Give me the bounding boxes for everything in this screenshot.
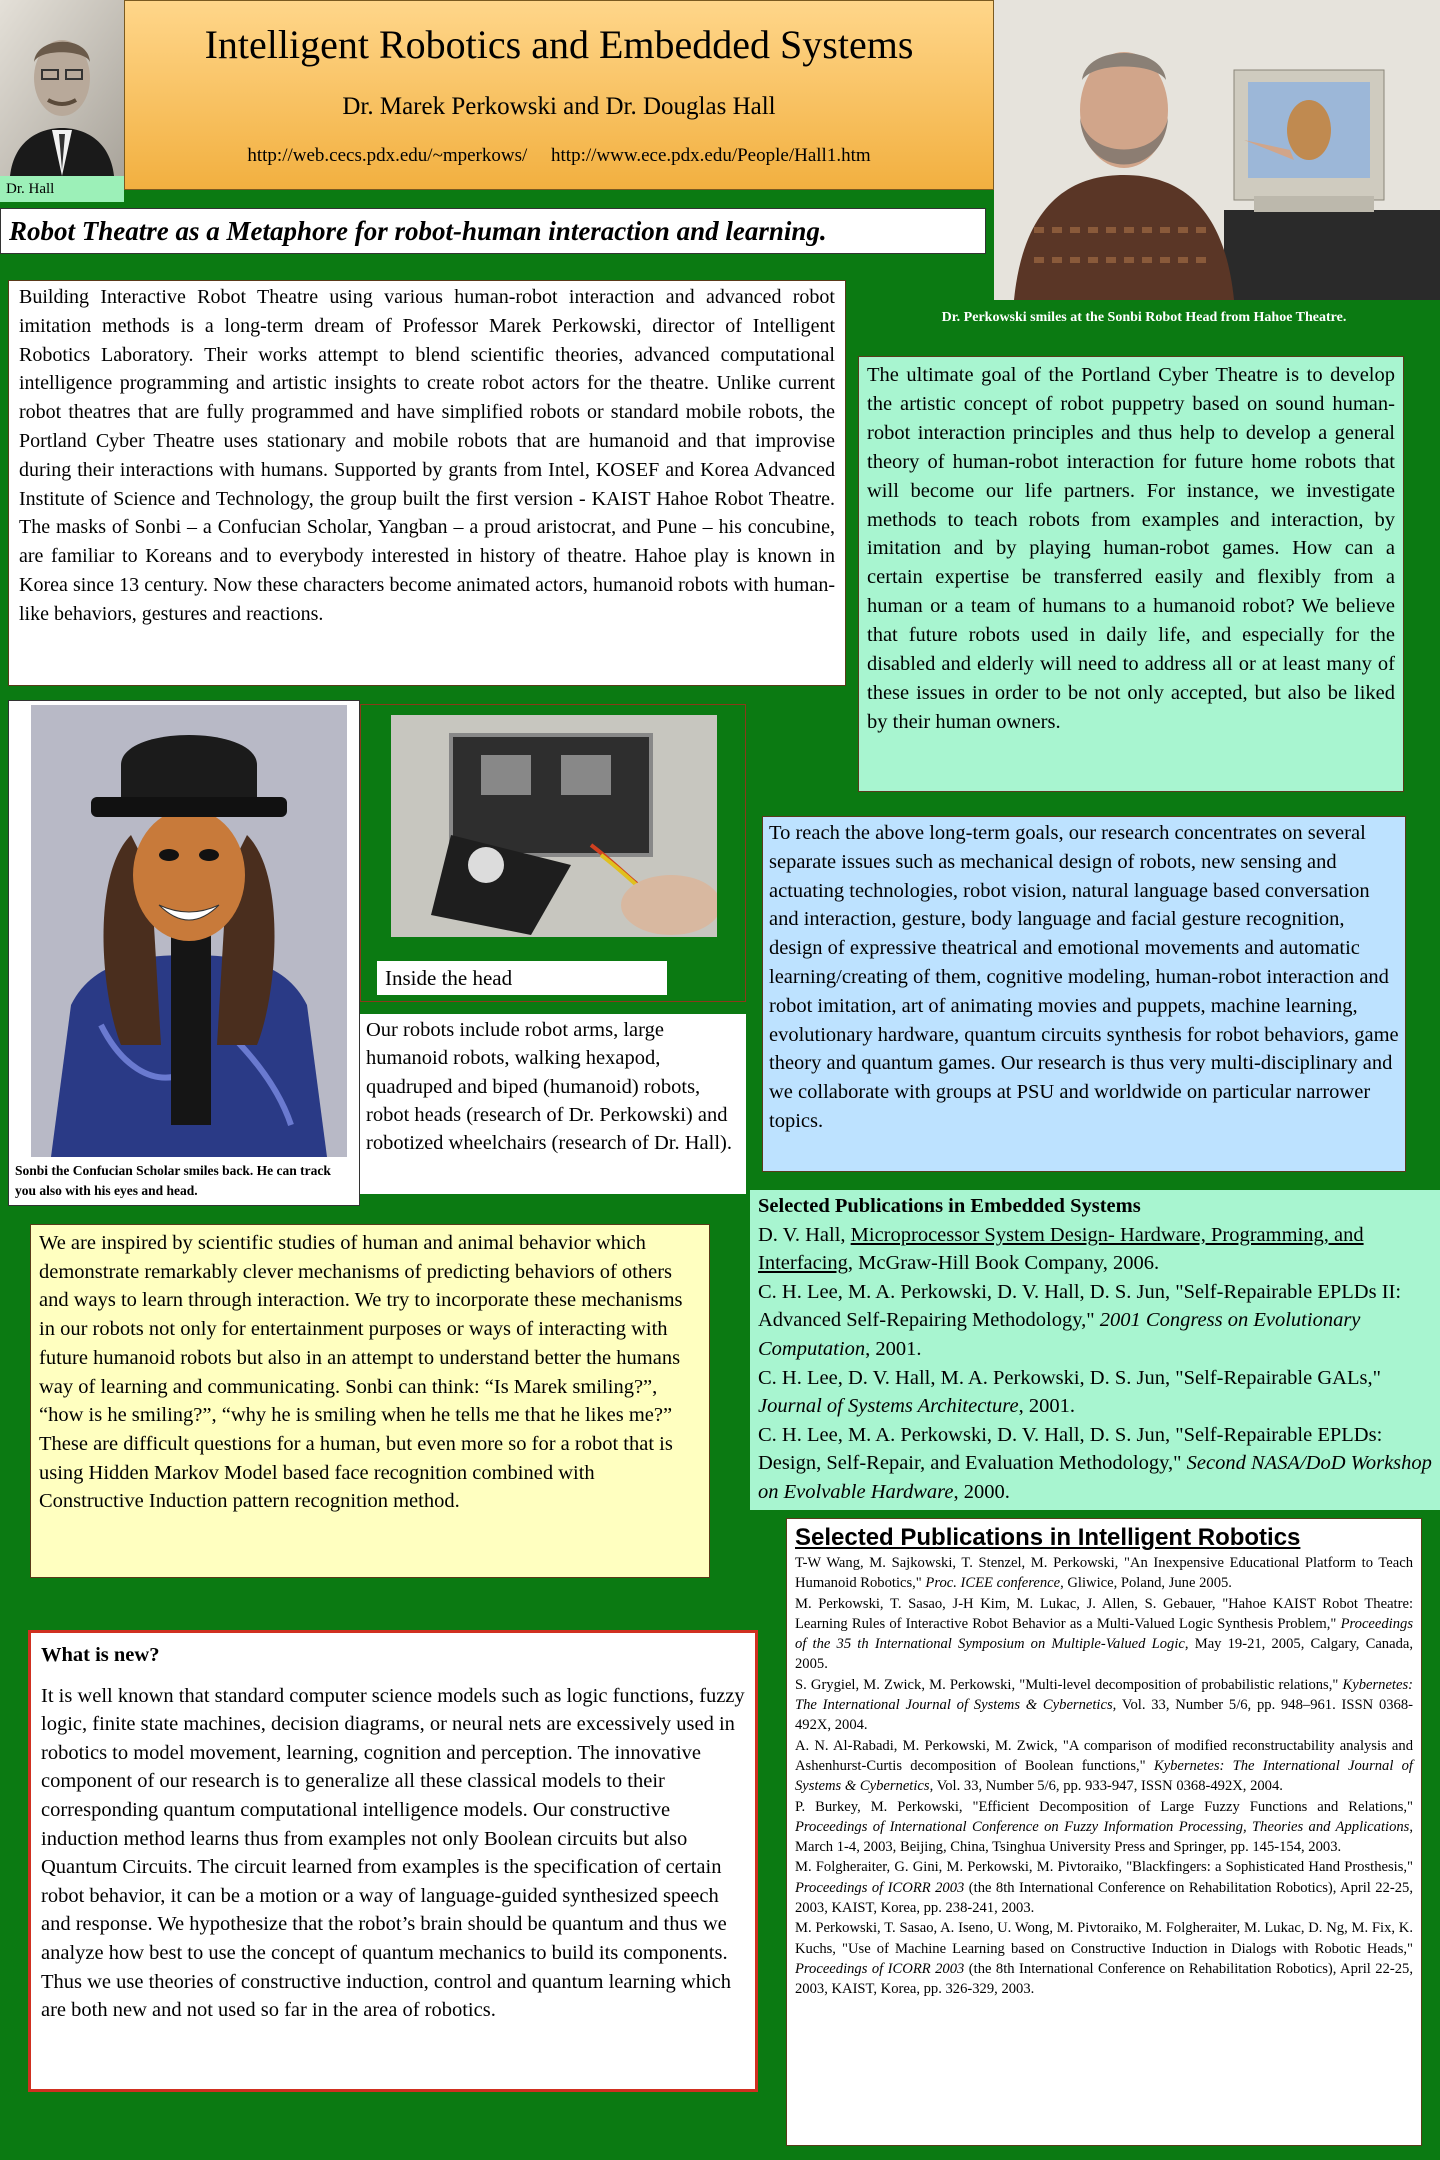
robotics-pub-item: T-W Wang, M. Sajkowski, T. Stenzel, M. Perkowski, "An Inexpensive Educational Platform to Teach Humanoid Robotics," Proc. ICEE conference, Gliwice, Poland, June 2005.: [795, 1555, 1413, 1592]
sonbi-photo-image: [31, 705, 347, 1157]
whatsnew-box: [28, 1630, 758, 2092]
inside-head-photo: [391, 715, 717, 937]
perkowski-photo-image: [994, 0, 1440, 300]
authors: Dr. Marek Perkowski and Dr. Douglas Hall: [342, 93, 776, 120]
hall-portrait: [0, 0, 124, 176]
intro-text: Building Interactive Robot Theatre using various human-robot interaction and advanced robot imitation methods is a long-term dream of Professor Marek Perkowski, director of Intelligent Robotics Laboratory. Their works attempt to blend scientific theories, advanced computational intelligence programming and artistic insights to create robot actors for the theatre. Unlike current robot theatres that are fully programmed and have simplified robots or standard mobile robots, the Portland Cyber Theatre uses stationary and mobile robots that are humanoid and that improvise during their interactions with humans. Supported by grants from Intel, KOSEF and Korea Advanced Institute of Science and Technology, the group built the first version - KAIST Hahoe Robot Theatre. The masks of Sonbi – a Confucian Scholar, Yangban – a proud aristocrat, and Pune – his concubine, are familiar to Koreans and to everybody interested in history of theatre. Hahoe play is known in Korea since 13 century. Now these characters become animated actors, humanoid robots with human-like behaviors, gestures and reactions.: [19, 286, 835, 625]
research-box: [762, 816, 1406, 1172]
goal-box: [858, 356, 1404, 792]
robotics-pubs-box: [786, 1518, 1422, 2146]
robotics-pub-item: A. N. Al-Rabadi, M. Perkowski, M. Zwick, "A comparison of modified reconstructability analysis and Ashenhurst-Curtis decomposition of Boolean functions," Kybernetes: The International Journal of Systems & Cybernetics, Vol. 33, Number 5/6, pp. 933-947, ISSN 0368-492X, 2004.: [795, 1737, 1413, 1795]
robots-text: Our robots include robot arms, large humanoid robots, walking hexapod, quadruped and biped (humanoid) robots, robot heads (research of Dr. Perkowski) and robotized wheelchairs (research of Dr. Hall).: [366, 1019, 732, 1155]
embedded-pub-1: D. V. Hall, Microprocessor System Design- Hardware, Programming, and Interfacing, McGraw-Hill Book Company, 2006.: [758, 1223, 1364, 1275]
header-banner: [124, 0, 994, 190]
robotics-heading: Selected Publications in Intelligent Robotics: [795, 1524, 1301, 1551]
hall-portrait-image: [0, 0, 124, 176]
perkowski-caption: [864, 310, 1424, 326]
robotics-pub-item: S. Grygiel, M. Zwick, M. Perkowski, "Multi-level decomposition of probabilistic relations," Kybernetes: The International Journal of Systems & Cybernetics, Vol. 33, Number 5/6, pp. 948–961. ISSN 0368-492X, 2004.: [795, 1676, 1413, 1734]
embedded-pub-3: C. H. Lee, D. V. Hall, M. A. Perkowski, D. S. Jun, "Self-Repairable GALs," Journal of Systems Architecture, 2001.: [758, 1366, 1381, 1418]
hall-caption-text: Dr. Hall: [6, 181, 55, 197]
perkowski-caption-text: Dr. Perkowski smiles at the Sonbi Robot Head from Hahoe Theatre.: [941, 310, 1347, 325]
inspired-box: [30, 1224, 710, 1578]
inspired-text: We are inspired by scientific studies of human and animal behavior which demonstrate remarkably clever mechanisms of predicting behaviors of others and ways to learn through interaction. We try to incorporate these mechanisms in our robots not only for entertainment purposes or ways of interacting with future humanoid robots but also in an attempt to understand better the humans way of learning and communicating. Sonbi can think: “Is Marek smiling?”, “how is he smiling?”, “why he is smiling when he tells me that he likes me?” These are difficult questions for a human, but even more so for a robot that is using Hidden Markov Model based face recognition combined with Constructive Induction pattern recognition method.: [39, 1232, 683, 1513]
robotics-pub-item: P. Burkey, M. Perkowski, "Efficient Decomposition of Large Fuzzy Functions and Relations," Proceedings of International Conference on Fuzzy Information Processing, Theories and Applications, March 1-4, 2003, Beijing, China, Tsinghua University Press and Springer, pp. 145-154, 2003.: [795, 1798, 1413, 1856]
robotics-pub-list: [795, 1553, 1413, 2000]
robots-box: [360, 1014, 746, 1194]
head-panel: [360, 704, 746, 1002]
embedded-pub-4: C. H. Lee, M. A. Perkowski, D. V. Hall, D. S. Jun, "Self-Repairable EPLDs: Design, Self-Repair, and Evaluation Methodology," Second NASA/DoD Workshop on Evolvable Hardware, 2000.: [758, 1423, 1432, 1503]
sonbi-panel: [8, 700, 360, 1206]
url-perkowski[interactable]: http://web.cecs.pdx.edu/~mperkows/: [247, 145, 528, 166]
whatsnew-heading: What is new?: [41, 1644, 160, 1666]
url-row: [125, 145, 993, 167]
embedded-pubs-box: [750, 1190, 1440, 1510]
robotics-pub-item: M. Folgheraiter, G. Gini, M. Perkowski, M. Pivtoraiko, "Blackfingers: a Sophisticated Hand Prosthesis," Proceedings of ICORR 2003 (the 8th International Conference on Rehabilitation Robotics), April 22-25, 2003, KAIST, Korea, pp. 238-241, 2003.: [795, 1859, 1414, 1917]
whatsnew-text: It is well known that standard computer science models such as logic functions, fuzzy logic, finite state machines, decision diagrams, or neural nets are excessively used in robotics to model movement, learning, cognition and perception. The innovative component of our research is to generalize all these classical models to their corresponding quantum computational intelligence models. Our constructive induction method learns thus from examples not only Boolean circuits but also Quantum Circuits. The circuit learned from examples is the specification of certain robot behavior, it can be a motion or a way of language-guided synthesized speech and response. We hypothesize that the robot’s brain should be quantum and thus we analyze how best to use the concept of quantum mechanics to build its components. Thus we use theories of constructive induction, control and quantum learning which are both new and not used so far in the area of robotics.: [41, 1684, 745, 2022]
research-text: To reach the above long-term goals, our research concentrates on several separate issues such as mechanical design of robots, new sensing and actuating technologies, robot vision, natural language based conversation and interaction, gesture, body language and facial gesture recognition, design of expressive theatrical and emotional movements and automatic learning/creating of them, cognitive modeling, human-robot interaction and robot imitation, art of animating movies and puppets, machine learning, evolutionary hardware, quantum circuits synthesis for robot behaviors, game theory and quantum games. Our research is thus very multi-disciplinary and we collaborate with groups at PSU and worldwide on particular narrower topics.: [769, 822, 1399, 1132]
robotics-pub-item: M. Perkowski, T. Sasao, A. Iseno, U. Wong, M. Pivtoraiko, M. Folgheraiter, M. Lukac, D. Ng, M. Fix, K. Kuchs, "Use of Machine Learning based on Constructive Induction in Dialogs with Robotic Heads," Proceedings of ICORR 2003 (the 8th International Conference on Rehabilitation Robotics), April 22-25, 2003, KAIST, Korea, pp. 326-329, 2003.: [795, 1920, 1414, 1998]
page-title: Intelligent Robotics and Embedded Systems: [204, 22, 914, 67]
subtitle-box: [0, 208, 986, 254]
subtitle: Robot Theatre as a Metaphore for robot-human interaction and learning.: [9, 216, 827, 246]
embedded-pub-2: C. H. Lee, M. A. Perkowski, D. V. Hall, D. S. Jun, "Self-Repairable EPLDs II: Advanced Self-Repairing Methodology," 2001 Congress on Evolutionary Computation, 2001.: [758, 1280, 1402, 1360]
intro-box: [8, 280, 846, 686]
goal-text: The ultimate goal of the Portland Cyber Theatre is to develop the artistic concept of robot puppetry based on sound human-robot interaction principles and thus help to develop a general theory of human-robot interaction for future home robots that will become our life partners. For instance, we investigate methods to teach robots from examples and interaction, by imitation and by playing human-robot games. How can a certain expertise be transferred easily and flexibly from a human or a team of humans to a humanoid robot? We believe that future robots used in daily life, and especially for the disabled and elderly will need to address all or at least many of these issues in order to be not only accepted, but also be liked by their human owners.: [867, 364, 1395, 733]
head-caption-box: [377, 961, 667, 995]
robotics-pub-item: M. Perkowski, T. Sasao, J-H Kim, M. Lukac, J. Allen, S. Gebauer, "Hahoe KAIST Robot Theatre: Learning Rules of Interactive Robot Behavior as a Multi-Valued Logic Synthesis Problem," Proceedings of the 35 th International Symposium on Multiple-Valued Logic, May 19-21, 2005, Calgary, Canada, 2005.: [795, 1595, 1414, 1673]
sonbi-caption: Sonbi the Confucian Scholar smiles back. He can track you also with his eyes and head.: [15, 1163, 331, 1198]
url-hall[interactable]: http://www.ece.pdx.edu/People/Hall1.htm: [551, 145, 871, 166]
perkowski-photo: [994, 0, 1440, 300]
embedded-heading: Selected Publications in Embedded Systems: [758, 1195, 1141, 1217]
sonbi-photo: [31, 705, 347, 1157]
head-caption: Inside the head: [385, 966, 513, 990]
hall-caption: [0, 176, 124, 202]
inside-head-photo-image: [391, 715, 717, 937]
